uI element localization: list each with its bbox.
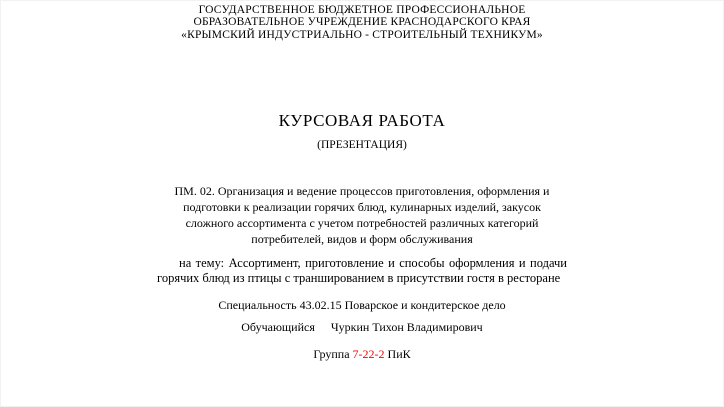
group-number: 7-22-2 <box>352 346 385 361</box>
page-subtitle: (ПРЕЗЕНТАЦИЯ) <box>317 138 407 151</box>
student-line <box>1 320 723 334</box>
group-label: Группа <box>313 346 350 361</box>
group-line <box>1 347 723 361</box>
specialty-line: Специальность 43.02.15 Поварское и кондитерское дело <box>218 297 506 312</box>
institution-header <box>1 1 723 41</box>
institution-line-2: ОБРАЗОВАТЕЛЬНОЕ УЧРЕЖДЕНИЕ КРАСНОДАРСКОГО КРАЯ <box>193 16 531 29</box>
page-title: КУРСОВАЯ РАБОТА <box>278 110 446 130</box>
module-description: ПМ. 02. Организация и ведение процессов приготовления, оформления и подготовки к реализации горячих блюд, кулинарных изделий, закусок сложного ассортимента с учетом потребностей различных категорий потребителей, видов и форм обслуживания <box>174 183 550 246</box>
topic-paragraph: на тему: Ассортимент, приготовление и способы оформления и подачи горячих блюд из птицы с траншированием в присутствии гостя в ресторане <box>157 255 567 286</box>
student-label: Обучающийся <box>241 319 315 334</box>
group-suffix: ПиК <box>387 346 411 361</box>
student-name: Чуркин Тихон Владимирович <box>330 319 483 334</box>
institution-line-3: «КРЫМСКИЙ ИНДУСТРИАЛЬНО - СТРОИТЕЛЬНЫЙ ТЕХНИКУМ» <box>181 28 543 41</box>
institution-line-1: ГОСУДАРСТВЕННОЕ БЮДЖЕТНОЕ ПРОФЕССИОНАЛЬНОЕ <box>198 4 526 16</box>
